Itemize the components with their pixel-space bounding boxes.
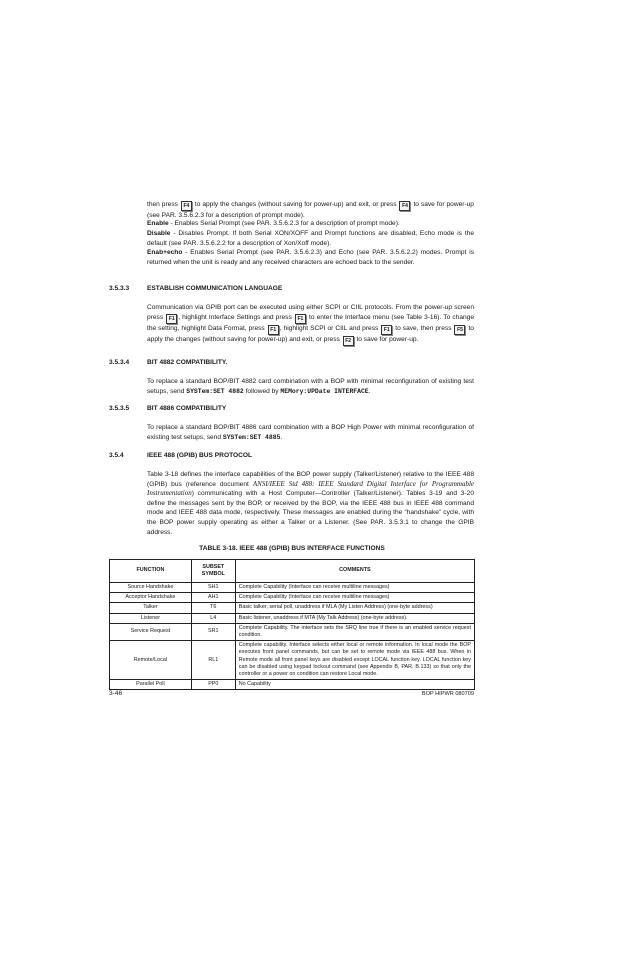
f4-key-icon: F4 bbox=[399, 201, 410, 211]
intro-paragraph bbox=[147, 200, 474, 221]
para-text: To replace a standard BOP/BIT 4882 card combination with a BOP with minimal reconfiguration of existing test setups, send bbox=[147, 378, 474, 395]
table-row bbox=[110, 623, 475, 640]
symbol-cell: AH1 bbox=[191, 593, 235, 603]
section-title: IEEE 488 (GPIB) BUS PROTOCOL bbox=[147, 452, 253, 459]
function-cell: Listener bbox=[110, 613, 192, 623]
section-3533-paragraph bbox=[147, 303, 474, 346]
f5-key-icon: F5 bbox=[454, 325, 465, 335]
function-cell: Parallel Poll bbox=[110, 680, 192, 690]
function-cell: Service Request bbox=[110, 623, 192, 640]
f1-key-icon: F1 bbox=[268, 325, 279, 335]
command-text: SYSTem:SET 4882 bbox=[186, 387, 244, 395]
f1-key-icon: F1 bbox=[381, 325, 392, 335]
enable-paragraph bbox=[147, 219, 474, 229]
section-title: BIT 4886 COMPATIBILITY bbox=[147, 405, 227, 412]
comment-cell: Basic talker, serial poll, unaddress if MLA (My Listen Address) (one-byte address) bbox=[235, 603, 474, 613]
enable-label: Enable bbox=[147, 220, 169, 227]
table-row bbox=[110, 680, 475, 690]
para-text: Communication via GPIB port can be executed using either SCPI or CIIL protocols. From the power-up screen press bbox=[147, 304, 474, 321]
function-cell: Acceptor Handshake bbox=[110, 593, 192, 603]
enabecho-label: Enab+echo bbox=[147, 249, 183, 256]
intro-text: to save for power-up (see PAR. 3.5.6.2.3 for a description of prompt mode). bbox=[147, 201, 474, 219]
para-text: to apply the changes (without saving for power-up) and exit, or press bbox=[147, 324, 474, 343]
disable-paragraph bbox=[147, 229, 474, 248]
para-text: ) communicating with a Host Computer—Controller (Talker/Listener). Tables 3-19 and 3-20 define the messages sent by the BOP, or received by the BOP, via the IEEE 488 bus in IEEE 488 command mode and IEEE 488 data mode, respectively. These messages are enabled during the “handshake” cycle, with the BOP power supply operating as either a Talker or a Listener. (See PAR. 3.5.3.1 to change the GPIB address. bbox=[147, 490, 474, 536]
symbol-cell: L4 bbox=[191, 613, 235, 623]
comment-cell: Complete Capability. The interface sets the SRQ line true if there is an enabled service request condition. bbox=[235, 623, 474, 640]
section-354-paragraph bbox=[147, 470, 474, 537]
symbol-cell: PP0 bbox=[191, 680, 235, 690]
intro-text: to apply the changes (without saving for power-up) and exit, or press bbox=[192, 201, 399, 208]
enabecho-paragraph bbox=[147, 248, 474, 267]
para-text: followed by bbox=[243, 387, 281, 395]
f1-key-icon: F1 bbox=[295, 314, 306, 324]
section-number: 3.5.3.3 bbox=[109, 285, 130, 292]
f1-key-icon: F1 bbox=[166, 314, 177, 324]
symbol-cell: T6 bbox=[191, 603, 235, 613]
table-header-row bbox=[110, 560, 475, 583]
document-id: BOP HIPWR 080709 bbox=[421, 691, 474, 697]
para-text: , highlight Interface Settings and press bbox=[178, 313, 294, 321]
comment-cell: No Capability bbox=[235, 680, 474, 690]
table-row bbox=[110, 603, 475, 613]
section-title: BIT 4882 COMPATIBILITY. bbox=[147, 359, 228, 366]
comment-cell: Complete capability. Interface selects either local or remote information. In local mode the BOP executes front panel commands, but can be set to remote mode via IEEE 488 bus. When in Remote mode all front panel keys are disabled except LOCAL function key. LOCAL function key can be disabled using keypad lockout command (see Appendix B, PAR. B.133) so that only the controller or a power on condition can restore Local mode. bbox=[235, 641, 474, 680]
para-text: to enter the Interface menu (see Table 3-16). To change the setting, highlight Data Format, press bbox=[147, 313, 474, 332]
function-cell: Remote/Local bbox=[110, 641, 192, 680]
f2-key-icon: F2 bbox=[343, 336, 354, 346]
symbol-cell: RL1 bbox=[191, 641, 235, 680]
section-number: 3.5.3.5 bbox=[109, 405, 130, 412]
disable-label: Disable bbox=[147, 230, 171, 237]
interface-functions-table bbox=[109, 559, 475, 690]
section-number: 3.5.3.4 bbox=[109, 359, 130, 366]
enabecho-text: - Enables Serial Prompt (see PAR. 3.5.6.2.3) and Echo (see PAR. 3.5.6.2.2) modes. Prompt is returned when the unit is ready and any received characters are echoed back to the sender. bbox=[147, 249, 474, 266]
function-cell: Talker bbox=[110, 603, 192, 613]
comment-cell: Complete Capability (Interface can receive multiline messages) bbox=[235, 583, 474, 593]
table-row bbox=[110, 641, 475, 680]
command-text: MEMory:UPDate INTERFACE bbox=[280, 387, 369, 395]
symbol-cell: SH1 bbox=[191, 583, 235, 593]
disable-text: - Disables Prompt. If both Serial XON/XOFF and Prompt functions are disabled, Echo mode is the default (see PAR. 3.5.6.2.2 for a description of Xon/Xoff mode). bbox=[147, 230, 474, 247]
para-text: , highlight SCPI or CIIL and press bbox=[279, 324, 381, 332]
table-row bbox=[110, 613, 475, 623]
command-text: SYSTem:SET 4885 bbox=[222, 433, 281, 441]
column-header: FUNCTION bbox=[110, 560, 192, 583]
comment-cell: Basic listener, unaddress if MTA (My Talk Address) (one-byte address). bbox=[235, 613, 474, 623]
para-text: . bbox=[368, 387, 371, 395]
function-cell: Source Handshake bbox=[110, 583, 192, 593]
table-row bbox=[110, 593, 475, 603]
comment-cell: Complete Capability (Interface can receive multiline messages) bbox=[235, 593, 474, 603]
para-text: to save for power-up. bbox=[354, 335, 419, 343]
section-number: 3.5.4 bbox=[109, 452, 124, 459]
section-3534-paragraph bbox=[147, 377, 474, 396]
f4-key-icon: F4 bbox=[181, 201, 192, 211]
para-text: . bbox=[280, 433, 283, 441]
column-header: SUBSET SYMBOL bbox=[191, 560, 235, 583]
para-text: Table 3-18 defines the interface capabilities of the BOP power supply (Talker/Listener) relative to the IEEE 488 (GPIB) bus (reference document bbox=[147, 471, 474, 488]
table-row bbox=[110, 583, 475, 593]
section-title: ESTABLISH COMMUNICATION LANGUAGE bbox=[147, 285, 283, 292]
section-3535-paragraph bbox=[147, 423, 474, 442]
page-number: 3-46 bbox=[109, 690, 123, 697]
para-text: to save, then press bbox=[393, 324, 454, 332]
reference-title: ANSI/IEEE Std 488: IEEE Standard Digital Interface for Programmable Instrumentation bbox=[147, 479, 474, 498]
intro-text: then press bbox=[147, 201, 180, 208]
para-text: To replace a standard BOP/BIT 4886 card combination with a BOP High Power with minimal reconfiguration of existing test setups, send bbox=[147, 424, 474, 441]
symbol-cell: SR1 bbox=[191, 623, 235, 640]
column-header: COMMENTS bbox=[235, 560, 474, 583]
table-title: TABLE 3-18. IEEE 488 (GPIB) BUS INTERFACE FUNCTIONS bbox=[199, 545, 385, 552]
enable-text: - Enables Serial Prompt (see PAR. 3.5.6.2.3 for a description of prompt mode). bbox=[168, 220, 400, 227]
